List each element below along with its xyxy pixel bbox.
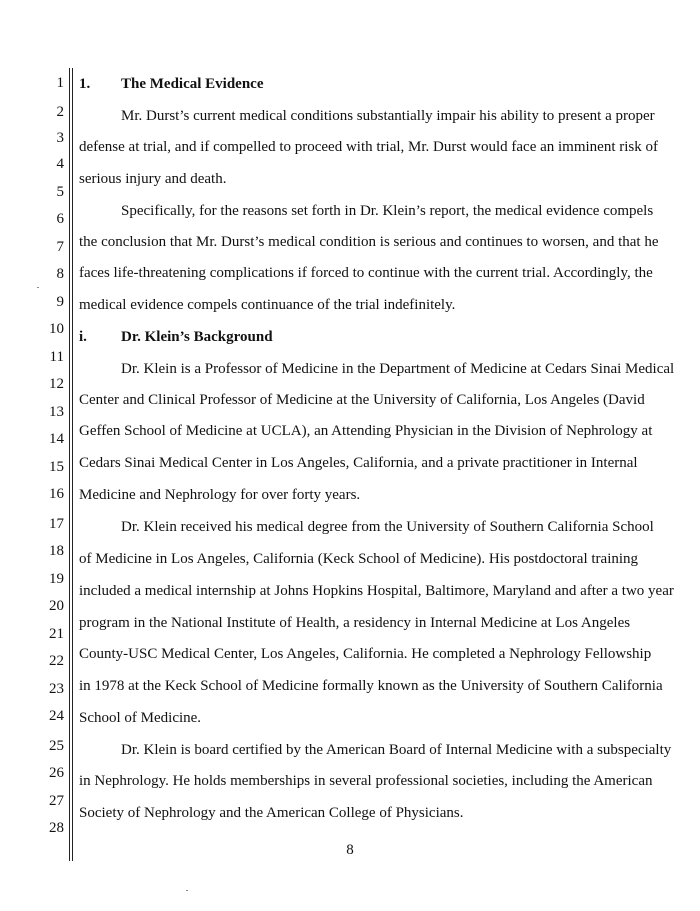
line-number: 5 bbox=[56, 184, 64, 200]
body-line: Center and Clinical Professor of Medicine at the University of California, Los Angeles (David bbox=[79, 392, 645, 408]
body-line: School of Medicine. bbox=[79, 710, 202, 726]
body-line: Society of Nephrology and the American College of Physicians. bbox=[79, 805, 464, 821]
body-line: included a medical internship at Johns Hopkins Hospital, Baltimore, Maryland and after a two year bbox=[79, 583, 674, 599]
line-number: 4 bbox=[56, 156, 64, 172]
body-line: County-USC Medical Center, Los Angeles, California. He completed a Nephrology Fellowship bbox=[79, 646, 652, 662]
body-line: Medicine and Nephrology for over forty years. bbox=[79, 487, 361, 503]
subsection-number: i. bbox=[79, 329, 87, 345]
line-number: 14 bbox=[49, 431, 64, 447]
line-number: 28 bbox=[49, 820, 64, 836]
line-number: 17 bbox=[49, 516, 64, 532]
body-line: Mr. Durst’s current medical conditions substantially impair his ability to present a proper bbox=[121, 108, 655, 124]
line-number: 23 bbox=[49, 681, 64, 697]
line-number: 24 bbox=[49, 708, 64, 724]
line-number: 27 bbox=[49, 793, 64, 809]
scan-speck bbox=[186, 890, 188, 891]
line-number: 16 bbox=[49, 486, 64, 502]
body-line: serious injury and death. bbox=[79, 171, 227, 187]
body-line: medical evidence compels continuance of the trial indefinitely. bbox=[79, 297, 456, 313]
line-number: 12 bbox=[49, 376, 64, 392]
body-line: Dr. Klein is board certified by the American Board of Internal Medicine with a subspecialty bbox=[121, 742, 672, 758]
line-number: 3 bbox=[56, 130, 64, 146]
scan-speck bbox=[37, 287, 39, 288]
line-number: 20 bbox=[49, 598, 64, 614]
line-number: 22 bbox=[49, 653, 64, 669]
line-number: 8 bbox=[56, 266, 64, 282]
line-number: 10 bbox=[49, 321, 64, 337]
margin-rule-right bbox=[72, 68, 73, 861]
body-line: defense at trial, and if compelled to proceed with trial, Mr. Durst would face an imminent risk of bbox=[79, 139, 658, 155]
line-number: 19 bbox=[49, 571, 64, 587]
line-number: 13 bbox=[49, 404, 64, 420]
body-line: in 1978 at the Keck School of Medicine formally known as the University of Southern California bbox=[79, 678, 663, 694]
body-line: Specifically, for the reasons set forth in Dr. Klein’s report, the medical evidence compels bbox=[121, 203, 654, 219]
line-number: 9 bbox=[56, 294, 64, 310]
subsection-title: Dr. Klein’s Background bbox=[121, 329, 273, 345]
body-line: Dr. Klein is a Professor of Medicine in the Department of Medicine at Cedars Sinai Medical bbox=[121, 361, 675, 377]
line-number: 26 bbox=[49, 765, 64, 781]
body-line: program in the National Institute of Health, a residency in Internal Medicine at Los Angeles bbox=[79, 615, 631, 631]
line-number: 11 bbox=[49, 349, 64, 365]
line-number: 18 bbox=[49, 543, 64, 559]
body-line: Geffen School of Medicine at UCLA), an Attending Physician in the Division of Nephrology at bbox=[79, 423, 653, 439]
page-number: 8 bbox=[346, 842, 354, 858]
body-line: Dr. Klein received his medical degree from the University of Southern California School bbox=[121, 519, 654, 535]
section-title: The Medical Evidence bbox=[121, 76, 264, 92]
line-number: 25 bbox=[49, 738, 64, 754]
margin-rule-left bbox=[69, 68, 70, 861]
line-number: 2 bbox=[56, 104, 64, 120]
line-number: 1 bbox=[56, 75, 64, 91]
body-line: faces life-threatening complications if forced to continue with the current trial. Accordingly, the bbox=[79, 265, 653, 281]
line-number: 15 bbox=[49, 459, 64, 475]
section-number: 1. bbox=[79, 76, 91, 92]
line-number: 6 bbox=[56, 211, 64, 227]
body-line: the conclusion that Mr. Durst’s medical condition is serious and continues to worsen, and that he bbox=[79, 234, 659, 250]
body-line: Cedars Sinai Medical Center in Los Angeles, California, and a private practitioner in Internal bbox=[79, 455, 638, 471]
line-number: 7 bbox=[56, 239, 64, 255]
body-line: in Nephrology. He holds memberships in several professional societies, including the American bbox=[79, 773, 653, 789]
line-number: 21 bbox=[49, 626, 64, 642]
body-line: of Medicine in Los Angeles, California (Keck School of Medicine). His postdoctoral training bbox=[79, 551, 639, 567]
